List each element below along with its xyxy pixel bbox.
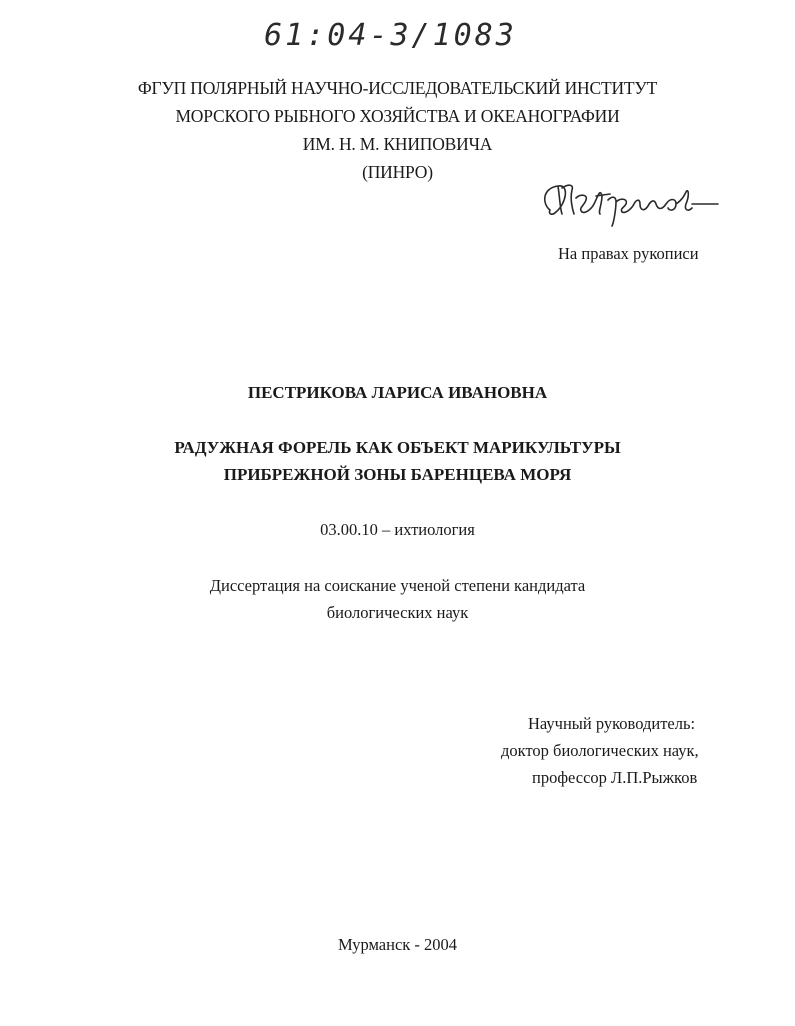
institution-abbr: (ПИНРО)	[362, 162, 433, 182]
supervisor-label: Научный руководитель:	[528, 714, 696, 733]
manuscript-note: На правах рукописи	[558, 244, 699, 263]
degree-line-1: Диссертация на соискание ученой степени кандидата	[209, 576, 586, 595]
place-and-year: Мурманск - 2004	[337, 935, 458, 954]
author-name: ПЕСТРИКОВА ЛАРИСА ИВАНОВНА	[247, 383, 548, 402]
specialty-code: 03.00.10 – ихтиология	[320, 520, 475, 539]
degree-line-2: биологических наук	[326, 603, 469, 622]
dissertation-title-line-1: РАДУЖНАЯ ФОРЕЛЬ КАК ОБЪЕКТ МАРИКУЛЬТУРЫ	[174, 438, 621, 457]
handwritten-signature	[536, 174, 726, 230]
signature-drawing	[536, 174, 726, 230]
institution-line-2: МОРСКОГО РЫБНОГО ХОЗЯЙСТВА И ОКЕАНОГРАФИИ	[175, 106, 620, 126]
supervisor-name: профессор Л.П.Рыжков	[532, 768, 698, 787]
institution-line-1: ФГУП ПОЛЯРНЫЙ НАУЧНО-ИССЛЕДОВАТЕЛЬСКИЙ ИНСТИТУТ	[137, 78, 658, 98]
catalog-stamp: 61:04-3/1083	[264, 18, 517, 53]
supervisor-degree: доктор биологических наук,	[501, 741, 699, 760]
dissertation-title-line-2: ПРИБРЕЖНОЙ ЗОНЫ БАРЕНЦЕВА МОРЯ	[223, 465, 572, 484]
institution-line-3: ИМ. Н. М. КНИПОВИЧА	[302, 134, 493, 154]
